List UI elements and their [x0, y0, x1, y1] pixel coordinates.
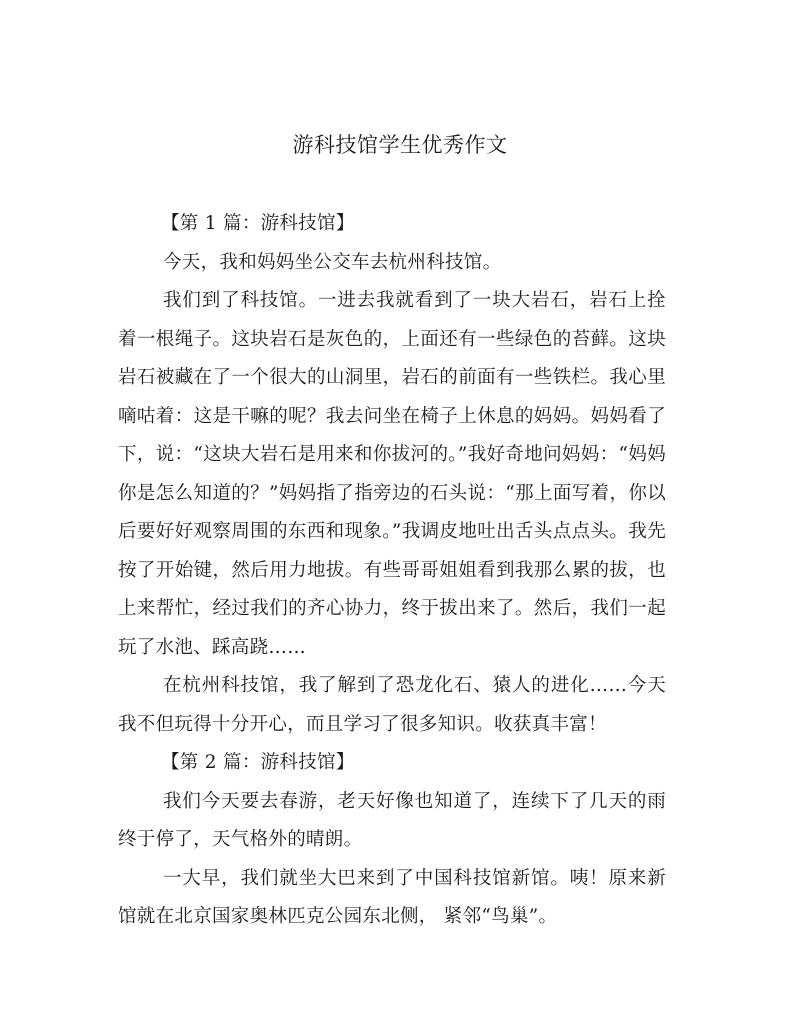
document-body — [118, 205, 666, 937]
section-heading: 【第 2 篇：游科技馆】 — [161, 752, 355, 773]
paragraph: 一大早，我们就坐大巴来到了中国科技馆新馆。咦！原来新馆就在北京国家奥林匹克公园东北侧， 紧邻“鸟巢”。 — [118, 867, 666, 927]
essay-section-2 — [118, 744, 666, 937]
section-heading: 【第 1 篇：游科技馆】 — [161, 213, 355, 234]
paragraph: 我们到了科技馆。一进去我就看到了一块大岩石，岩石上拴着一根绳子。这块岩石是灰色的，上面还有一些绿色的苔藓。这块岩石被藏在了一个很大的山洞里，岩石的前面有一些铁栏。我心里嘀咕着：这是干嘛的呢？我去问坐在椅子上休息的妈妈。妈妈看了下，说：“这块大岩石是用来和你拔河的。”我好奇地问妈妈：“妈妈你是怎么知道的？”妈妈指了指旁边的石头说：“那上面写着，你以后要好好观察周围的东西和现象。”我调皮地吐出舌头点点头。我先按了开始键，然后用力地拔。有些哥哥姐姐看到我那么累的拔，也上来帮忙，经过我们的齐心协力，终于拔出来了。然后，我们一起玩了水池、踩高跷…… — [118, 290, 666, 658]
paragraph: 在杭州科技馆，我了解到了恐龙化石、猿人的进化……今天我不但玩得十分开心，而且学习了很多知识。收获真丰富！ — [118, 675, 666, 735]
paragraph: 我们今天要去春游，老天好像也知道了，连续下了几天的雨终于停了，天气格外的晴朗。 — [118, 790, 666, 850]
document-title: 游科技馆学生优秀作文 — [292, 133, 508, 157]
essay-section-1 — [118, 205, 666, 744]
paragraph: 今天，我和妈妈坐公交车去杭州科技馆。 — [163, 251, 502, 273]
